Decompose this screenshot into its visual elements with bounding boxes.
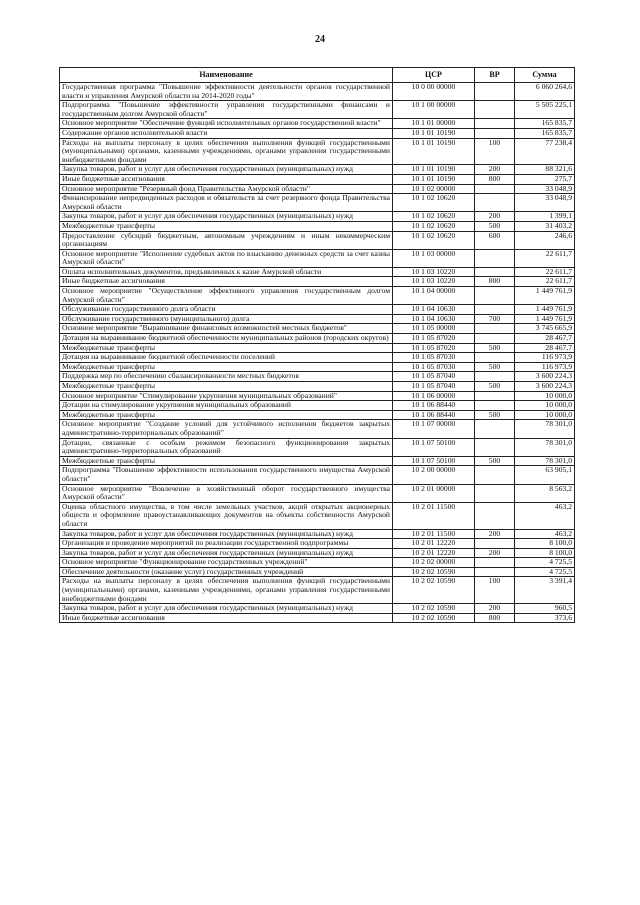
- cell-name: Основное мероприятие "Выравнивание финансовых возможностей местных бюджетов": [60, 324, 393, 334]
- cell-name: Обеспечение деятельности (оказание услуг) государственных учреждений: [60, 567, 393, 577]
- table-row: [60, 577, 575, 604]
- cell-name: Закупка товаров, работ и услуг для обеспечения государственных (муниципальных) нужд: [60, 548, 393, 558]
- header-name: Наименование: [60, 68, 393, 83]
- cell-name: Основное мероприятие "Стимулирование укрупнения муниципальных образований": [60, 391, 393, 401]
- cell-csr: 10 1 04 00000: [393, 287, 475, 305]
- cell-vr: [475, 502, 515, 529]
- cell-csr: 10 1 01 10190: [393, 165, 475, 175]
- cell-vr: [475, 287, 515, 305]
- cell-name: Межбюджетные трансферты: [60, 221, 393, 231]
- cell-vr: 800: [475, 174, 515, 184]
- cell-sum: 960,5: [515, 604, 575, 614]
- cell-name: Межбюджетные трансферты: [60, 410, 393, 420]
- cell-sum: 165 835,7: [515, 119, 575, 129]
- table-row: [60, 604, 575, 614]
- cell-sum: 3 391,4: [515, 577, 575, 604]
- cell-vr: [475, 484, 515, 502]
- cell-sum: 3 600 224,3: [515, 372, 575, 382]
- cell-sum: 78 301,0: [515, 456, 575, 466]
- table-header-row: [60, 68, 575, 83]
- cell-name: Расходы на выплаты персоналу в целях обеспечения выполнения функций государственными (муниципальными) органами, казенными учреждениями, органами управления государственными внебюджетными фондами: [60, 138, 393, 165]
- cell-vr: 500: [475, 343, 515, 353]
- cell-name: Организация и проведение мероприятий по реализации государственной подпрограммы: [60, 539, 393, 549]
- cell-csr: 10 1 03 00000: [393, 249, 475, 267]
- table-row: [60, 138, 575, 165]
- cell-csr: 10 1 04 10630: [393, 305, 475, 315]
- cell-vr: 200: [475, 604, 515, 614]
- cell-vr: [475, 420, 515, 438]
- table-row: [60, 101, 575, 119]
- cell-csr: 10 2 02 10590: [393, 577, 475, 604]
- cell-sum: 22 611,7: [515, 277, 575, 287]
- cell-name: Основное мероприятие "Резервный фонд Правительства Амурской области": [60, 184, 393, 194]
- cell-vr: [475, 466, 515, 484]
- cell-sum: 463,2: [515, 502, 575, 529]
- cell-sum: 275,7: [515, 174, 575, 184]
- cell-sum: 10 000,0: [515, 401, 575, 411]
- cell-vr: 800: [475, 277, 515, 287]
- table-row: [60, 484, 575, 502]
- cell-vr: 800: [475, 613, 515, 623]
- cell-sum: 28 467,7: [515, 343, 575, 353]
- cell-name: Основное мероприятие "Осуществление эффективного управления государственным долгом Амурской области": [60, 287, 393, 305]
- cell-sum: 4 725,5: [515, 558, 575, 568]
- cell-vr: 500: [475, 362, 515, 372]
- table-row: [60, 401, 575, 411]
- cell-csr: 10 1 05 87030: [393, 362, 475, 372]
- cell-sum: 3 745 665,9: [515, 324, 575, 334]
- cell-sum: 3 600 224,3: [515, 382, 575, 392]
- table-body: [60, 83, 575, 623]
- table-row: [60, 249, 575, 267]
- cell-sum: 31 403,2: [515, 221, 575, 231]
- cell-sum: 78 301,0: [515, 420, 575, 438]
- cell-sum: 33 048,9: [515, 194, 575, 212]
- cell-sum: 165 835,7: [515, 128, 575, 138]
- cell-vr: 100: [475, 577, 515, 604]
- table-row: [60, 83, 575, 101]
- cell-vr: 700: [475, 314, 515, 324]
- cell-vr: 600: [475, 231, 515, 249]
- budget-table: [59, 67, 575, 623]
- cell-csr: 10 1 05 00000: [393, 324, 475, 334]
- cell-csr: 10 1 03 10220: [393, 277, 475, 287]
- table-row: [60, 287, 575, 305]
- cell-vr: [475, 83, 515, 101]
- cell-csr: 10 1 05 87020: [393, 334, 475, 344]
- cell-vr: 100: [475, 138, 515, 165]
- cell-csr: 10 1 01 00000: [393, 119, 475, 129]
- cell-name: Финансирование непредвиденных расходов и обязательств за счет резервного фонда Правительства Амурской области: [60, 194, 393, 212]
- table-row: [60, 466, 575, 484]
- cell-sum: 77 238,4: [515, 138, 575, 165]
- cell-vr: 200: [475, 548, 515, 558]
- cell-name: Закупка товаров, работ и услуг для обеспечения государственных (муниципальных) нужд: [60, 165, 393, 175]
- cell-csr: 10 2 02 10590: [393, 567, 475, 577]
- cell-name: Дотация на выравнивание бюджетной обеспеченности поселений: [60, 353, 393, 363]
- cell-vr: [475, 324, 515, 334]
- cell-name: Основное мероприятие "Исполнение судебных актов по взысканию денежных средств за счет казны Амурской области": [60, 249, 393, 267]
- cell-csr: 10 1 06 00000: [393, 391, 475, 401]
- cell-sum: 8 100,0: [515, 548, 575, 558]
- cell-vr: [475, 391, 515, 401]
- cell-vr: 500: [475, 410, 515, 420]
- cell-csr: 10 2 01 00000: [393, 484, 475, 502]
- cell-sum: 63 905,1: [515, 466, 575, 484]
- cell-csr: 10 2 00 00000: [393, 466, 475, 484]
- cell-vr: [475, 353, 515, 363]
- cell-vr: [475, 128, 515, 138]
- cell-name: Оплата исполнительных документов, предъявленных к казне Амурской области: [60, 267, 393, 277]
- cell-sum: 8 100,0: [515, 539, 575, 549]
- cell-csr: 10 1 01 10190: [393, 174, 475, 184]
- cell-name: Обслуживание государственного (муниципального) долга: [60, 314, 393, 324]
- cell-sum: 116 973,9: [515, 362, 575, 372]
- cell-csr: 10 1 05 87030: [393, 353, 475, 363]
- cell-name: Государственная программа "Повышение эффективности деятельности органов государственной власти и управления Амурской области на 2014-2020 годы": [60, 83, 393, 101]
- cell-vr: [475, 539, 515, 549]
- cell-vr: [475, 119, 515, 129]
- cell-name: Межбюджетные трансферты: [60, 362, 393, 372]
- table-row: [60, 128, 575, 138]
- cell-vr: 200: [475, 212, 515, 222]
- cell-sum: 78 301,0: [515, 438, 575, 456]
- cell-sum: 5 505 225,1: [515, 101, 575, 119]
- cell-name: Иные бюджетные ассигнования: [60, 174, 393, 184]
- cell-sum: 28 467,7: [515, 334, 575, 344]
- cell-name: Дотация на выравнивание бюджетной обеспеченности муниципальных районов (городских округов): [60, 334, 393, 344]
- table-row: [60, 165, 575, 175]
- cell-sum: 8 563,2: [515, 484, 575, 502]
- cell-name: Дотации, связанные с особым режимом безопасного функционирования закрытых административно-территориальных образований: [60, 438, 393, 456]
- cell-vr: [475, 305, 515, 315]
- table-row: [60, 194, 575, 212]
- cell-csr: 10 2 02 10590: [393, 613, 475, 623]
- cell-name: Подпрограмма "Повышение эффективности управления государственными финансами и государственным долгом Амурской области": [60, 101, 393, 119]
- cell-name: Иные бюджетные ассигнования: [60, 613, 393, 623]
- table-row: [60, 539, 575, 549]
- cell-csr: 10 2 02 10590: [393, 604, 475, 614]
- cell-csr: 10 2 01 11500: [393, 529, 475, 539]
- cell-name: Поддержка мер по обеспечению сбалансированности местных бюджетов: [60, 372, 393, 382]
- cell-sum: 6 060 264,6: [515, 83, 575, 101]
- table-row: [60, 353, 575, 363]
- cell-csr: 10 0 00 00000: [393, 83, 475, 101]
- cell-vr: [475, 249, 515, 267]
- cell-sum: 1 449 761,9: [515, 314, 575, 324]
- table-row: [60, 221, 575, 231]
- cell-vr: 200: [475, 165, 515, 175]
- cell-csr: 10 1 07 00000: [393, 420, 475, 438]
- table-row: [60, 231, 575, 249]
- cell-sum: 88 321,6: [515, 165, 575, 175]
- cell-vr: [475, 101, 515, 119]
- cell-name: Предоставление субсидий бюджетным, автономным учреждениям и иным некоммерческим организациям: [60, 231, 393, 249]
- cell-sum: 4 725,5: [515, 567, 575, 577]
- table-row: [60, 334, 575, 344]
- cell-sum: 22 611,7: [515, 249, 575, 267]
- cell-vr: 200: [475, 529, 515, 539]
- cell-sum: 10 000,0: [515, 410, 575, 420]
- table-row: [60, 438, 575, 456]
- cell-sum: 116 973,9: [515, 353, 575, 363]
- cell-vr: 500: [475, 456, 515, 466]
- cell-csr: 10 1 03 10220: [393, 267, 475, 277]
- cell-csr: 10 1 06 88440: [393, 410, 475, 420]
- cell-csr: 10 1 05 87040: [393, 382, 475, 392]
- table-row: [60, 502, 575, 529]
- cell-csr: 10 1 02 00000: [393, 184, 475, 194]
- table-row: [60, 174, 575, 184]
- cell-vr: 500: [475, 221, 515, 231]
- cell-csr: 10 1 06 88440: [393, 401, 475, 411]
- cell-vr: [475, 438, 515, 456]
- header-vr: ВР: [475, 68, 515, 83]
- cell-name: Оценка областного имущества, в том числе земельных участков, акций открытых акционерных обществ и оформление правоустанавливающих документов на объекты собственности Амурской области: [60, 502, 393, 529]
- cell-name: Закупка товаров, работ и услуг для обеспечения государственных (муниципальных) нужд: [60, 604, 393, 614]
- cell-sum: 33 048,9: [515, 184, 575, 194]
- cell-csr: 10 1 01 10190: [393, 128, 475, 138]
- cell-name: Межбюджетные трансферты: [60, 456, 393, 466]
- cell-csr: 10 2 01 11500: [393, 502, 475, 529]
- cell-csr: 10 1 01 10190: [393, 138, 475, 165]
- cell-name: Закупка товаров, работ и услуг для обеспечения государственных (муниципальных) нужд: [60, 212, 393, 222]
- cell-name: Подпрограмма "Повышение эффективности использования государственного имущества Амурской области": [60, 466, 393, 484]
- cell-csr: 10 1 07 50100: [393, 438, 475, 456]
- cell-csr: 10 2 01 12220: [393, 539, 475, 549]
- cell-csr: 10 1 02 10620: [393, 194, 475, 212]
- cell-sum: 246,6: [515, 231, 575, 249]
- table-row: [60, 558, 575, 568]
- cell-vr: [475, 558, 515, 568]
- cell-csr: 10 1 04 10630: [393, 314, 475, 324]
- cell-name: Основное мероприятие "Функционирование государственных учреждений": [60, 558, 393, 568]
- cell-sum: 10 000,0: [515, 391, 575, 401]
- cell-name: Расходы на выплаты персоналу в целях обеспечения выполнения функций государственными (муниципальными) органами, казенными учреждениями, органами управления государственными внебюджетными фондами: [60, 577, 393, 604]
- cell-csr: 10 1 00 00000: [393, 101, 475, 119]
- cell-csr: 10 1 05 87040: [393, 372, 475, 382]
- cell-name: Межбюджетные трансферты: [60, 382, 393, 392]
- cell-csr: 10 1 05 87020: [393, 343, 475, 353]
- cell-sum: 463,2: [515, 529, 575, 539]
- table-row: [60, 613, 575, 623]
- cell-sum: 1 449 761,9: [515, 287, 575, 305]
- page-number: 24: [315, 34, 325, 45]
- cell-name: Содержание органов исполнительной власти: [60, 128, 393, 138]
- cell-name: Закупка товаров, работ и услуг для обеспечения государственных (муниципальных) нужд: [60, 529, 393, 539]
- cell-csr: 10 1 02 10620: [393, 212, 475, 222]
- table-row: [60, 305, 575, 315]
- cell-sum: 373,6: [515, 613, 575, 623]
- cell-sum: 1 399,1: [515, 212, 575, 222]
- cell-vr: [475, 194, 515, 212]
- cell-name: Межбюджетные трансферты: [60, 343, 393, 353]
- table-row: [60, 420, 575, 438]
- table-row: [60, 212, 575, 222]
- cell-name: Обслуживание государственного долга области: [60, 305, 393, 315]
- cell-csr: 10 2 02 00000: [393, 558, 475, 568]
- cell-name: Основное мероприятие "Обеспечение функций исполнительных органов государственной власти": [60, 119, 393, 129]
- cell-vr: [475, 184, 515, 194]
- cell-vr: [475, 401, 515, 411]
- header-csr: ЦСР: [393, 68, 475, 83]
- cell-name: Иные бюджетные ассигнования: [60, 277, 393, 287]
- cell-csr: 10 1 02 10620: [393, 231, 475, 249]
- cell-sum: 1 449 761,9: [515, 305, 575, 315]
- cell-csr: 10 2 01 12220: [393, 548, 475, 558]
- cell-vr: 500: [475, 382, 515, 392]
- cell-sum: 22 611,7: [515, 267, 575, 277]
- cell-name: Основное мероприятие "Вовлечение в хозяйственный оборот государственного имущества Амурской области": [60, 484, 393, 502]
- cell-vr: [475, 334, 515, 344]
- cell-csr: 10 1 02 10620: [393, 221, 475, 231]
- table-row: [60, 382, 575, 392]
- cell-name: Основное мероприятие "Создание условий для устойчивого исполнения бюджетов закрытых административно-территориальных образований": [60, 420, 393, 438]
- header-sum: Сумма: [515, 68, 575, 83]
- cell-name: Дотации на стимулирование укрупнения муниципальных образований: [60, 401, 393, 411]
- cell-csr: 10 1 07 50100: [393, 456, 475, 466]
